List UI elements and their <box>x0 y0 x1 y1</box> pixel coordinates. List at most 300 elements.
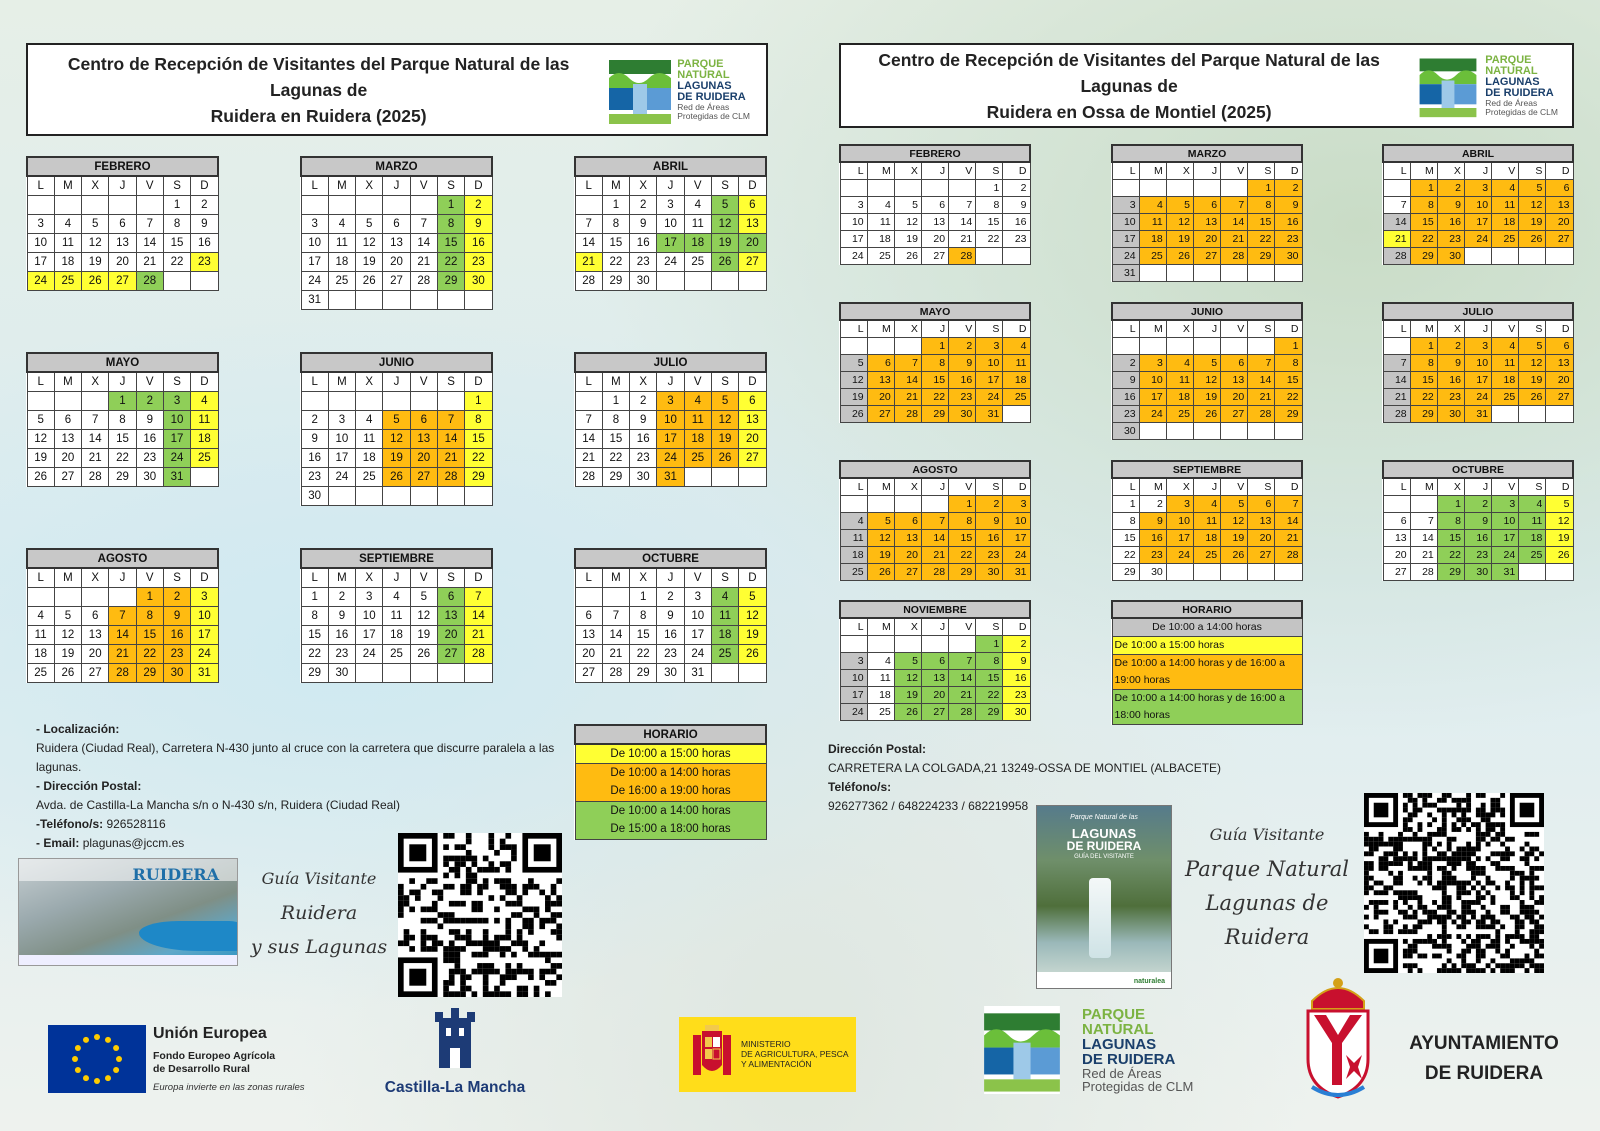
day-cell: 14 <box>575 429 602 448</box>
day-cell: 4 <box>684 195 711 214</box>
day-cell: 21 <box>949 686 976 703</box>
eu-star <box>113 1045 119 1051</box>
horario-row: De 10:00 a 15:00 horas <box>1112 636 1302 654</box>
day-cell: 26 <box>1221 546 1248 563</box>
day-cell: 8 <box>602 214 629 233</box>
day-cell: 8 <box>976 652 1003 669</box>
day-cell: 1 <box>163 195 190 214</box>
day-cell: 19 <box>840 388 867 405</box>
day-cell: 10 <box>657 214 684 233</box>
day-cell: 14 <box>1275 512 1302 529</box>
day-cell: 3 <box>1139 354 1166 371</box>
day-cell: 11 <box>1519 512 1546 529</box>
empty-day <box>356 486 383 505</box>
day-cell: 2 <box>328 587 355 606</box>
day-cell: 18 <box>840 546 867 563</box>
day-cell: 17 <box>840 230 867 247</box>
day-cell: 30 <box>1112 422 1139 439</box>
day-cell: 12 <box>711 410 738 429</box>
day-cell: 16 <box>1003 669 1030 686</box>
empty-day <box>191 271 218 290</box>
brochure-title: RUIDERA <box>132 865 219 884</box>
day-cell: 21 <box>602 644 629 663</box>
day-cell: 19 <box>711 429 738 448</box>
horario-title: HORARIO <box>1112 601 1302 618</box>
day-cell: 5 <box>27 410 54 429</box>
day-cell: 10 <box>328 429 355 448</box>
day-cell: 13 <box>1546 196 1573 213</box>
day-cell: 5 <box>1193 354 1220 371</box>
day-cell: 31 <box>976 405 1003 422</box>
day-cell: 5 <box>1519 179 1546 196</box>
empty-day <box>1193 337 1220 354</box>
empty-day <box>1464 247 1491 264</box>
day-cell: 25 <box>1003 388 1030 405</box>
day-cell: 4 <box>840 512 867 529</box>
empty-day <box>867 495 894 512</box>
day-cell: 16 <box>1112 388 1139 405</box>
day-cell: 11 <box>840 529 867 546</box>
weekday-header: L <box>27 372 54 391</box>
day-cell: 22 <box>1112 546 1139 563</box>
day-cell: 12 <box>356 233 383 252</box>
horario-title: HORARIO <box>575 725 766 744</box>
month-name: FEBRERO <box>27 157 218 176</box>
day-cell: 11 <box>684 214 711 233</box>
day-cell: 19 <box>1221 529 1248 546</box>
weekday-header: S <box>1248 320 1275 337</box>
weekday-header: D <box>1275 478 1302 495</box>
weekday-header: M <box>602 372 629 391</box>
day-cell: 15 <box>109 429 136 448</box>
empty-day <box>684 467 711 486</box>
left-calendar-marzo <box>300 156 493 310</box>
day-cell: 29 <box>136 663 163 682</box>
day-cell: 30 <box>630 271 657 290</box>
day-cell: 27 <box>1546 388 1573 405</box>
empty-day <box>921 179 948 196</box>
empty-day <box>867 337 894 354</box>
day-cell: 22 <box>1410 230 1437 247</box>
day-cell: 18 <box>1492 371 1519 388</box>
empty-day <box>465 290 492 309</box>
day-cell: 4 <box>191 391 218 410</box>
day-cell: 3 <box>1003 495 1030 512</box>
month-name: AGOSTO <box>840 461 1030 478</box>
day-cell: 29 <box>1437 563 1464 580</box>
day-cell: 25 <box>54 271 81 290</box>
weekday-header: X <box>356 372 383 391</box>
empty-day <box>1248 337 1275 354</box>
day-cell: 31 <box>301 290 328 309</box>
day-cell: 17 <box>1464 371 1491 388</box>
day-cell: 17 <box>657 233 684 252</box>
eu-star <box>94 1078 100 1084</box>
weekday-header: V <box>1492 320 1519 337</box>
day-cell: 2 <box>1139 495 1166 512</box>
qr-code-left[interactable] <box>398 833 562 997</box>
day-cell: 11 <box>54 233 81 252</box>
empty-day <box>410 195 437 214</box>
weekday-header: D <box>1003 478 1030 495</box>
day-cell: 19 <box>1519 371 1546 388</box>
eu-star <box>75 1067 81 1073</box>
day-cell: 30 <box>465 271 492 290</box>
weekday-header: S <box>976 478 1003 495</box>
day-cell: 9 <box>976 512 1003 529</box>
day-cell: 4 <box>867 652 894 669</box>
day-cell: 13 <box>437 606 464 625</box>
day-cell: 6 <box>739 195 766 214</box>
day-cell: 15 <box>976 213 1003 230</box>
day-cell: 2 <box>163 587 190 606</box>
day-cell: 17 <box>356 625 383 644</box>
empty-day <box>301 391 328 410</box>
day-cell: 17 <box>1492 529 1519 546</box>
day-cell: 6 <box>1383 512 1410 529</box>
day-cell: 4 <box>1492 179 1519 196</box>
month-name: AGOSTO <box>27 549 218 568</box>
empty-day <box>1003 247 1030 264</box>
day-cell: 19 <box>711 233 738 252</box>
day-cell: 14 <box>136 233 163 252</box>
weekday-header: X <box>1166 162 1193 179</box>
day-cell: 10 <box>976 354 1003 371</box>
empty-day <box>27 195 54 214</box>
day-cell: 25 <box>27 663 54 682</box>
day-cell: 20 <box>921 230 948 247</box>
day-cell: 24 <box>976 388 1003 405</box>
empty-day <box>437 391 464 410</box>
right-calendar-agosto <box>839 460 1031 581</box>
parque-natural-logo-footer <box>968 1006 1193 1094</box>
weekday-header: M <box>54 372 81 391</box>
day-cell: 19 <box>82 252 109 271</box>
day-cell: 20 <box>1546 213 1573 230</box>
day-cell: 12 <box>1519 196 1546 213</box>
day-cell: 24 <box>1492 546 1519 563</box>
day-cell: 8 <box>1410 196 1437 213</box>
day-cell: 16 <box>630 429 657 448</box>
left-guide-caption: Guía Visitante Ruidera y sus Lagunas <box>250 869 388 958</box>
day-cell: 16 <box>136 429 163 448</box>
empty-day <box>383 391 410 410</box>
day-cell: 6 <box>82 606 109 625</box>
empty-day <box>575 587 602 606</box>
day-cell: 12 <box>867 529 894 546</box>
weekday-header: L <box>301 568 328 587</box>
empty-day <box>328 290 355 309</box>
day-cell: 1 <box>1275 337 1302 354</box>
day-cell: 27 <box>1546 230 1573 247</box>
day-cell: 11 <box>684 410 711 429</box>
empty-day <box>1166 264 1193 281</box>
day-cell: 29 <box>1410 405 1437 422</box>
left-calendar-mayo <box>26 352 219 487</box>
day-cell: 31 <box>657 467 684 486</box>
day-cell: 22 <box>301 644 328 663</box>
horario-row: De 10:00 a 14:00 horas <box>575 763 766 782</box>
day-cell: 15 <box>976 669 1003 686</box>
weekday-header: J <box>921 162 948 179</box>
day-cell: 9 <box>1003 652 1030 669</box>
day-cell: 30 <box>1464 563 1491 580</box>
day-cell: 24 <box>840 247 867 264</box>
empty-day <box>657 271 684 290</box>
empty-day <box>1492 405 1519 422</box>
day-cell: 31 <box>1492 563 1519 580</box>
day-cell: 31 <box>1003 563 1030 580</box>
day-cell: 3 <box>328 410 355 429</box>
day-cell: 26 <box>711 448 738 467</box>
day-cell: 11 <box>383 606 410 625</box>
day-cell: 7 <box>109 606 136 625</box>
day-cell: 12 <box>1166 213 1193 230</box>
empty-day <box>602 587 629 606</box>
day-cell: 30 <box>301 486 328 505</box>
day-cell: 19 <box>1166 230 1193 247</box>
day-cell: 11 <box>867 213 894 230</box>
day-cell: 1 <box>465 391 492 410</box>
day-cell: 4 <box>684 391 711 410</box>
weekday-header: S <box>437 176 464 195</box>
day-cell: 21 <box>921 546 948 563</box>
day-cell: 3 <box>163 391 190 410</box>
day-cell: 7 <box>602 606 629 625</box>
day-cell: 15 <box>163 233 190 252</box>
day-cell: 16 <box>657 625 684 644</box>
day-cell: 30 <box>657 663 684 682</box>
day-cell: 26 <box>1519 388 1546 405</box>
day-cell: 5 <box>82 214 109 233</box>
day-cell: 8 <box>630 606 657 625</box>
day-cell: 5 <box>356 214 383 233</box>
day-cell: 26 <box>1546 546 1573 563</box>
weekday-header: L <box>575 568 602 587</box>
empty-day <box>1221 264 1248 281</box>
weekday-header: S <box>1248 478 1275 495</box>
day-cell: 7 <box>1275 495 1302 512</box>
empty-day <box>383 663 410 682</box>
month-name: JUNIO <box>301 353 492 372</box>
right-calendar-febrero <box>839 144 1031 265</box>
day-cell: 3 <box>1464 337 1491 354</box>
day-cell: 19 <box>1193 388 1220 405</box>
day-cell: 1 <box>1437 495 1464 512</box>
empty-day <box>1519 563 1546 580</box>
day-cell: 15 <box>602 429 629 448</box>
day-cell: 27 <box>739 448 766 467</box>
day-cell: 21 <box>82 448 109 467</box>
day-cell: 5 <box>711 391 738 410</box>
day-cell: 23 <box>1275 230 1302 247</box>
month-name: MARZO <box>1112 145 1302 162</box>
day-cell: 3 <box>1464 179 1491 196</box>
day-cell: 10 <box>840 213 867 230</box>
weekday-header: M <box>1139 162 1166 179</box>
month-name: SEPTIEMBRE <box>301 549 492 568</box>
day-cell: 10 <box>840 669 867 686</box>
empty-day <box>1248 563 1275 580</box>
empty-day <box>1519 405 1546 422</box>
day-cell: 14 <box>410 233 437 252</box>
empty-day <box>739 467 766 486</box>
day-cell: 17 <box>301 252 328 271</box>
weekday-header: L <box>27 176 54 195</box>
weekday-header: J <box>657 568 684 587</box>
empty-day <box>1383 337 1410 354</box>
weekday-header: L <box>840 320 867 337</box>
day-cell: 23 <box>328 644 355 663</box>
day-cell: 31 <box>1112 264 1139 281</box>
day-cell: 20 <box>1193 230 1220 247</box>
day-cell: 27 <box>437 644 464 663</box>
day-cell: 23 <box>949 388 976 405</box>
day-cell: 17 <box>684 625 711 644</box>
day-cell: 9 <box>465 214 492 233</box>
day-cell: 1 <box>1410 337 1437 354</box>
weekday-header: S <box>163 176 190 195</box>
empty-day <box>1248 422 1275 439</box>
left-title: Centro de Recepción de Visitantes del Parque Natural de las Lagunas de Ruidera en Ruidera (2025) <box>67 53 570 126</box>
day-cell: 5 <box>383 410 410 429</box>
day-cell: 6 <box>1546 179 1573 196</box>
day-cell: 28 <box>575 271 602 290</box>
weekday-header: J <box>1193 478 1220 495</box>
day-cell: 18 <box>1003 371 1030 388</box>
empty-day <box>356 195 383 214</box>
month-name: ABRIL <box>1383 145 1573 162</box>
day-cell: 11 <box>1166 371 1193 388</box>
empty-day <box>1275 563 1302 580</box>
weekday-header: L <box>1383 478 1410 495</box>
day-cell: 11 <box>191 410 218 429</box>
day-cell: 30 <box>1139 563 1166 580</box>
day-cell: 20 <box>54 448 81 467</box>
day-cell: 14 <box>949 213 976 230</box>
day-cell: 13 <box>1546 354 1573 371</box>
day-cell: 13 <box>1193 213 1220 230</box>
weekday-header: V <box>684 568 711 587</box>
day-cell: 10 <box>1139 371 1166 388</box>
day-cell: 17 <box>1166 529 1193 546</box>
day-cell: 10 <box>1112 213 1139 230</box>
empty-day <box>410 290 437 309</box>
weekday-header: V <box>410 372 437 391</box>
left-header <box>26 43 768 136</box>
weekday-header: L <box>1112 478 1139 495</box>
day-cell: 13 <box>739 410 766 429</box>
day-cell: 22 <box>1248 230 1275 247</box>
day-cell: 16 <box>1464 529 1491 546</box>
day-cell: 30 <box>1437 405 1464 422</box>
email-link[interactable]: plagunas@jccm.es <box>82 836 185 850</box>
day-cell: 31 <box>163 467 190 486</box>
day-cell: 4 <box>356 410 383 429</box>
day-cell: 8 <box>109 410 136 429</box>
day-cell: 9 <box>949 354 976 371</box>
qr-code-right[interactable] <box>1364 793 1544 973</box>
day-cell: 26 <box>27 467 54 486</box>
day-cell: 22 <box>1410 388 1437 405</box>
weekday-header: V <box>1221 320 1248 337</box>
empty-day <box>1546 405 1573 422</box>
day-cell: 29 <box>109 467 136 486</box>
day-cell: 3 <box>684 587 711 606</box>
day-cell: 29 <box>437 271 464 290</box>
weekday-header: L <box>1383 162 1410 179</box>
day-cell: 12 <box>739 606 766 625</box>
day-cell: 7 <box>136 214 163 233</box>
day-cell: 15 <box>465 429 492 448</box>
empty-day <box>109 587 136 606</box>
day-cell: 24 <box>1112 247 1139 264</box>
eu-logo: Unión Europea Fondo Europeo Agrícola de Desarrollo Rural Europa invierte en las zonas rurales <box>48 1023 318 1095</box>
day-cell: 22 <box>1437 546 1464 563</box>
day-cell: 20 <box>739 429 766 448</box>
empty-day <box>410 663 437 682</box>
left-horario-legend <box>574 724 767 840</box>
weekday-header: J <box>109 372 136 391</box>
day-cell: 28 <box>109 663 136 682</box>
day-cell: 2 <box>1437 337 1464 354</box>
day-cell: 18 <box>684 233 711 252</box>
empty-day <box>1166 337 1193 354</box>
left-calendar-julio <box>574 352 767 487</box>
horario-row: De 10:00 a 14:00 horas y de 16:00 a 18:00 horas <box>1112 689 1302 724</box>
right-calendar-marzo <box>1111 144 1303 282</box>
day-cell: 10 <box>684 606 711 625</box>
day-cell: 18 <box>27 644 54 663</box>
day-cell: 26 <box>383 467 410 486</box>
day-cell: 30 <box>163 663 190 682</box>
day-cell: 23 <box>976 546 1003 563</box>
day-cell: 28 <box>136 271 163 290</box>
day-cell: 16 <box>1139 529 1166 546</box>
empty-day <box>575 391 602 410</box>
empty-day <box>1221 422 1248 439</box>
day-cell: 7 <box>82 410 109 429</box>
empty-day <box>1112 179 1139 196</box>
day-cell: 1 <box>1248 179 1275 196</box>
day-cell: 16 <box>301 448 328 467</box>
weekday-header: J <box>921 618 948 635</box>
day-cell: 25 <box>1492 388 1519 405</box>
day-cell: 23 <box>1139 546 1166 563</box>
empty-day <box>356 663 383 682</box>
eu-star <box>94 1034 100 1040</box>
day-cell: 26 <box>739 644 766 663</box>
weekday-header: M <box>867 618 894 635</box>
day-cell: 2 <box>630 391 657 410</box>
empty-day <box>356 290 383 309</box>
day-cell: 11 <box>1492 354 1519 371</box>
day-cell: 15 <box>602 233 629 252</box>
weekday-header: J <box>383 568 410 587</box>
day-cell: 2 <box>301 410 328 429</box>
day-cell: 21 <box>437 448 464 467</box>
day-cell: 10 <box>1464 354 1491 371</box>
day-cell: 1 <box>1410 179 1437 196</box>
day-cell: 17 <box>328 448 355 467</box>
weekday-header: V <box>136 568 163 587</box>
left-calendar-febrero <box>26 156 219 291</box>
weekday-header: J <box>657 372 684 391</box>
day-cell: 6 <box>1221 354 1248 371</box>
day-cell: 13 <box>921 213 948 230</box>
day-cell: 8 <box>602 410 629 429</box>
day-cell: 26 <box>711 252 738 271</box>
